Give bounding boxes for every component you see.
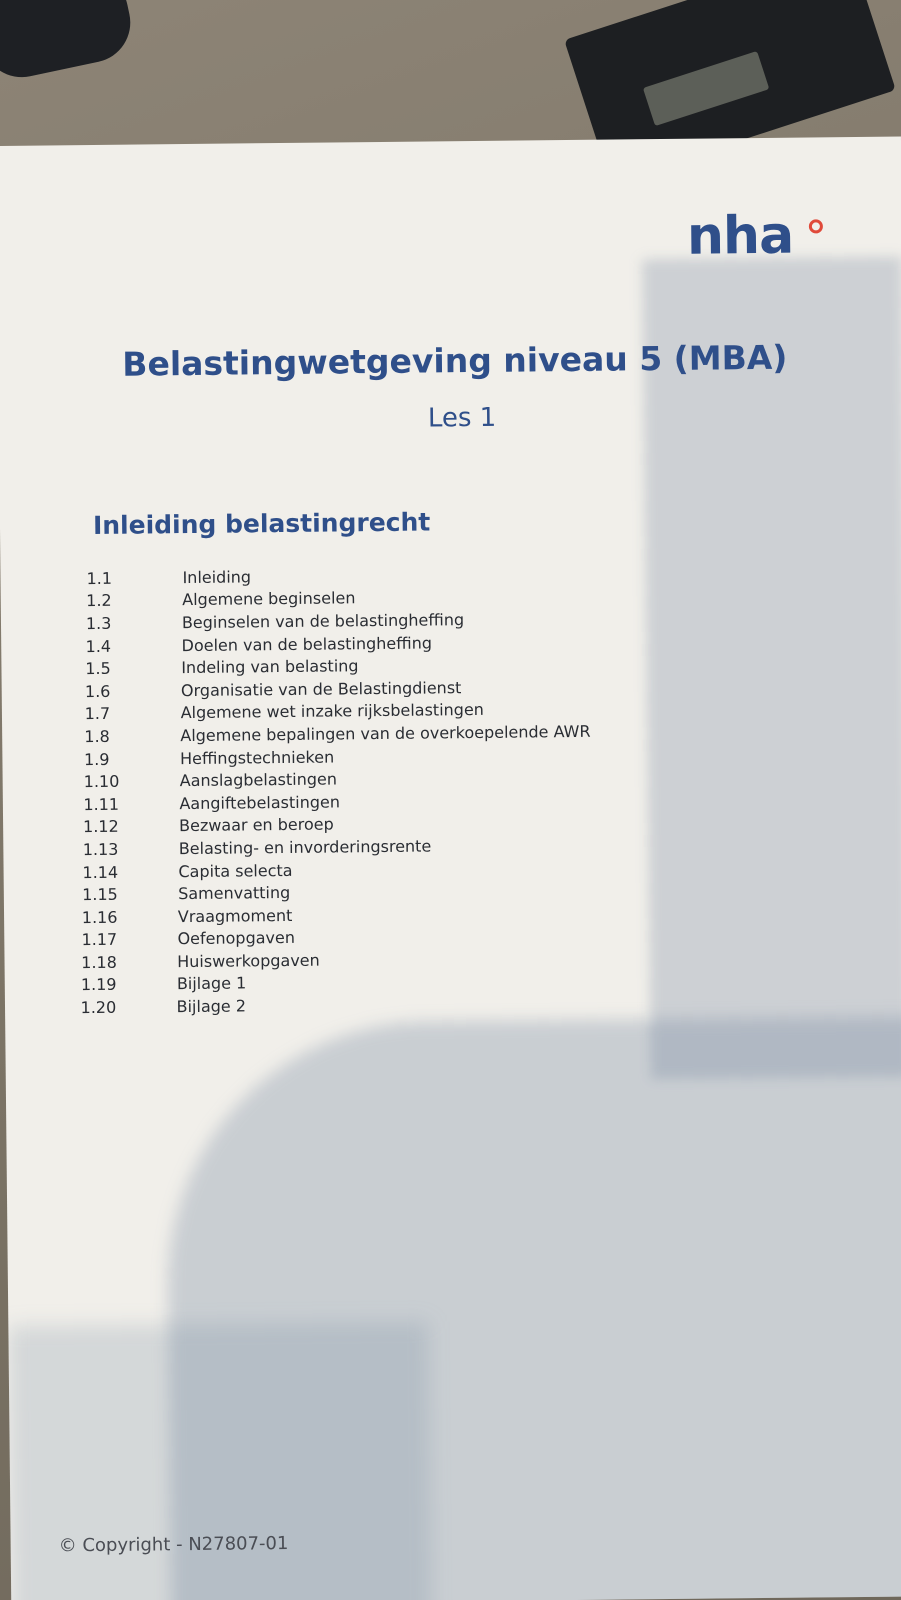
toc-item-label: Indeling van belasting: [181, 656, 359, 678]
toc-item-label: Bijlage 1: [176, 973, 247, 994]
toc-item-label: Huiswerkopgaven: [177, 950, 320, 972]
document-page: [0, 137, 901, 1600]
document-title: Belastingwetgeving niveau 5 (MBA): [122, 337, 788, 384]
copyright-notice: © Copyright - N27807-01: [58, 1533, 289, 1557]
toc-item-number: 1.9: [83, 749, 110, 769]
nha-logo: nha: [686, 205, 794, 267]
toc-item-label: Doelen van de belastingheffing: [181, 633, 433, 655]
toc-item-label: Vraagmoment: [177, 905, 293, 926]
section-heading: Inleiding belastingrecht: [92, 507, 431, 541]
table-of-contents: [72, 561, 677, 1019]
toc-item-number: 1.16: [81, 907, 118, 927]
toc-item-label: Bezwaar en beroep: [178, 814, 334, 836]
toc-item-number: 1.2: [86, 591, 112, 611]
toc-item-number: 1.3: [85, 613, 112, 634]
toc-item-number: 1.20: [80, 997, 117, 1018]
toc-item-number: 1.4: [85, 636, 112, 656]
toc-item-number: 1.12: [82, 817, 119, 837]
toc-item-label: Bijlage 2: [176, 996, 247, 1017]
toc-item-label: Algemene beginselen: [182, 588, 356, 610]
toc-item-number: 1.17: [81, 930, 118, 950]
logo-mark-icon: [809, 219, 823, 233]
hand-shadow: [8, 1322, 431, 1600]
toc-item-number: 1.13: [82, 839, 119, 860]
toc-item-label: Aangiftebelastingen: [179, 792, 341, 813]
toc-item-label: Beginselen van de belastingheffing: [181, 610, 465, 633]
background-object: [0, 0, 138, 85]
toc-item-label: Organisatie van de Belastingdienst: [180, 677, 462, 700]
toc-item-number: 1.15: [82, 884, 118, 905]
toc-item-label: Belasting- en invorderingsrente: [178, 836, 432, 859]
toc-item-label: Capita selecta: [178, 860, 293, 881]
toc-item-number: 1.6: [84, 681, 111, 701]
document-subtitle: Les 1: [427, 402, 497, 434]
toc-item-number: 1.7: [84, 704, 111, 724]
toc-item-number: 1.10: [83, 771, 120, 792]
toc-item-label: Samenvatting: [178, 883, 291, 904]
hand-shadow: [642, 257, 901, 1080]
toc-item-number: 1.18: [81, 952, 117, 973]
toc-item-label: Heffingstechnieken: [179, 747, 335, 768]
toc-item-number: 1.19: [80, 975, 117, 995]
toc-item-label: Oefenopgaven: [177, 928, 296, 949]
toc-item-number: 1.14: [82, 862, 119, 882]
toc-item-number: 1.1: [86, 568, 113, 588]
toc-item-label: Inleiding: [182, 567, 252, 587]
toc-item-label: Aanslagbelastingen: [179, 769, 338, 791]
toc-item-number: 1.11: [83, 794, 120, 814]
hand-shadow: [165, 1016, 901, 1600]
toc-item-number: 1.8: [84, 726, 110, 747]
toc-item-number: 1.5: [85, 658, 111, 679]
toc-item-label: Algemene bepalingen van de overkoepelende AWR: [180, 721, 591, 746]
toc-item-label: Algemene wet inzake rijksbelastingen: [180, 700, 484, 723]
